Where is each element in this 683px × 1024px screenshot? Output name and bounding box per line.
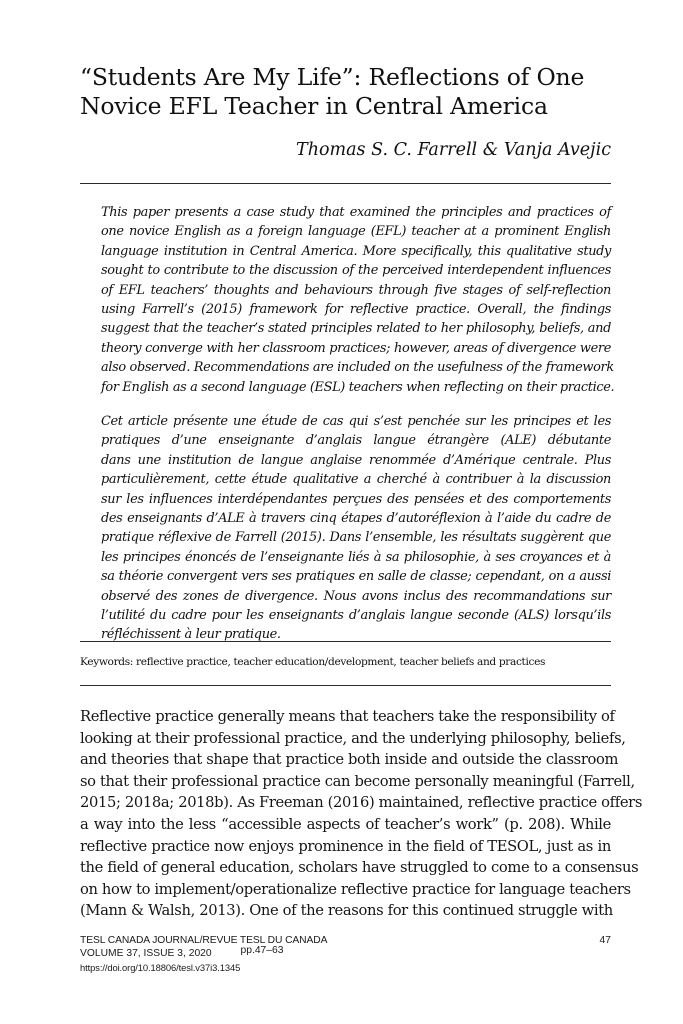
abstract-fr-line: pratiques d’une enseignante d’anglais langue étrangère (ALE) débutante — [101, 433, 611, 449]
abstract-fr-line: l’utilité du cadre pour les enseignants d’anglais langue seconde (ALS) lorsqu’ils — [101, 607, 611, 623]
abstract-fr-line: réfléchissent à leur pratique. — [101, 627, 281, 643]
body-line: on how to implement/operationalize reflective practice for language teachers — [80, 880, 631, 898]
page-number: 47 — [599, 935, 611, 946]
page-range: pp.47–63 — [240, 945, 284, 956]
abstract-en-line: sought to contribute to the discussion of the perceived interdependent influences — [101, 263, 611, 279]
abstract-fr-line: dans une institution de langue anglaise renommée d’Amérique centrale. Plus — [101, 452, 611, 468]
abstract-en-line: for English as a second language (ESL) teachers when reflecting on their practice. — [101, 379, 615, 395]
body-line: Reflective practice generally means that teachers take the responsibility of — [80, 708, 615, 725]
abstract-en-line: one novice English as a foreign language (EFL) teacher at a prominent English — [101, 224, 611, 240]
abstract-fr-line: pratique réflexive de Farrell (2015). Dans l’ensemble, les résultats suggèrent que — [101, 530, 611, 546]
page-footer — [80, 934, 611, 975]
abstract-english — [101, 203, 615, 397]
abstract-fr-line: observé des zones de divergence. Nous avons inclus des recommandations sur — [101, 588, 611, 604]
abstract-fr-line: les principes énoncés de l’enseignante liés à sa philosophie, à ses croyances et à — [101, 549, 611, 565]
keywords-bottom-divider — [80, 685, 611, 686]
abstract-fr-line: sa théorie convergent vers ses pratiques en salle de classe; cependant, on a aussi — [101, 569, 611, 585]
abstract-en-line: language institution in Central America. More specifically, this qualitative study — [101, 243, 611, 259]
body-paragraph — [80, 706, 643, 922]
body-line: the field of general education, scholars have struggled to come to a consensus — [80, 859, 639, 877]
volume-issue: VOLUME 37, ISSUE 3, 2020 — [80, 948, 212, 959]
abstract-en-line: of EFL teachers’ thoughts and behaviours through five stages of self-reflection — [101, 282, 611, 298]
abstract-en-line: using Farrell’s (2015) framework for reflective practice. Overall, the findings — [101, 301, 611, 317]
article-title — [80, 63, 620, 121]
body-line: 2015; 2018a; 2018b). As Freeman (2016) maintained, reflective practice offers — [80, 794, 643, 812]
abstract-fr-line: Cet article présente une étude de cas qui s’est penchée sur les principes et les — [101, 414, 611, 429]
abstract-en-line: This paper presents a case study that examined the principles and practices of — [101, 205, 611, 220]
abstract-en-line: theory converge with her classroom practices; however, areas of divergence were — [101, 340, 611, 356]
title-line-1: “Students Are My Life”: Reflections of One — [80, 63, 585, 91]
abstract-en-line: suggest that the teacher’s stated principles related to her philosophy, beliefs, and — [101, 321, 611, 337]
title-line-2: Novice EFL Teacher in Central America — [80, 92, 548, 120]
journal-name: TESL CANADA JOURNAL/REVUE TESL DU CANADA — [80, 935, 328, 946]
abstract-french — [101, 412, 611, 645]
title-divider — [80, 183, 611, 184]
body-line: a way into the less “accessible aspects of teacher’s work” (p. 208). While — [80, 815, 611, 833]
doi-link[interactable]: https://doi.org/10.18806/tesl.v37i3.1345 — [80, 962, 241, 973]
keywords-top-divider — [80, 641, 611, 642]
volume-row — [80, 947, 611, 960]
abstract-fr-line: particulièrement, cette étude qualitative a cherché à contribuer à la discussion — [101, 472, 611, 488]
keywords-line: Keywords: reflective practice, teacher education/development, teacher beliefs and practices — [80, 656, 546, 668]
body-line: looking at their professional practice, and the underlying philosophy, beliefs, — [80, 729, 626, 747]
abstract-fr-line: des enseignants d’ALE à travers cinq étapes d’autoréflexion à l’aide du cadre de — [101, 510, 611, 526]
body-line: reflective practice now enjoys prominence in the field of TESOL, just as in — [80, 837, 611, 855]
abstract-en-line: also observed. Recommendations are included on the usefulness of the framework — [101, 360, 614, 376]
body-line: so that their professional practice can become personally meaningful (Farrell, — [80, 772, 635, 790]
abstract-fr-line: sur les influences interdépendantes perçues des pensées et des comportements — [101, 491, 611, 507]
body-line: and theories that shape that practice both inside and outside the classroom — [80, 751, 619, 769]
author-byline: Thomas S. C. Farrell & Vanja Avejic — [296, 140, 611, 160]
body-line: (Mann & Walsh, 2013). One of the reasons for this continued struggle with — [80, 902, 613, 920]
